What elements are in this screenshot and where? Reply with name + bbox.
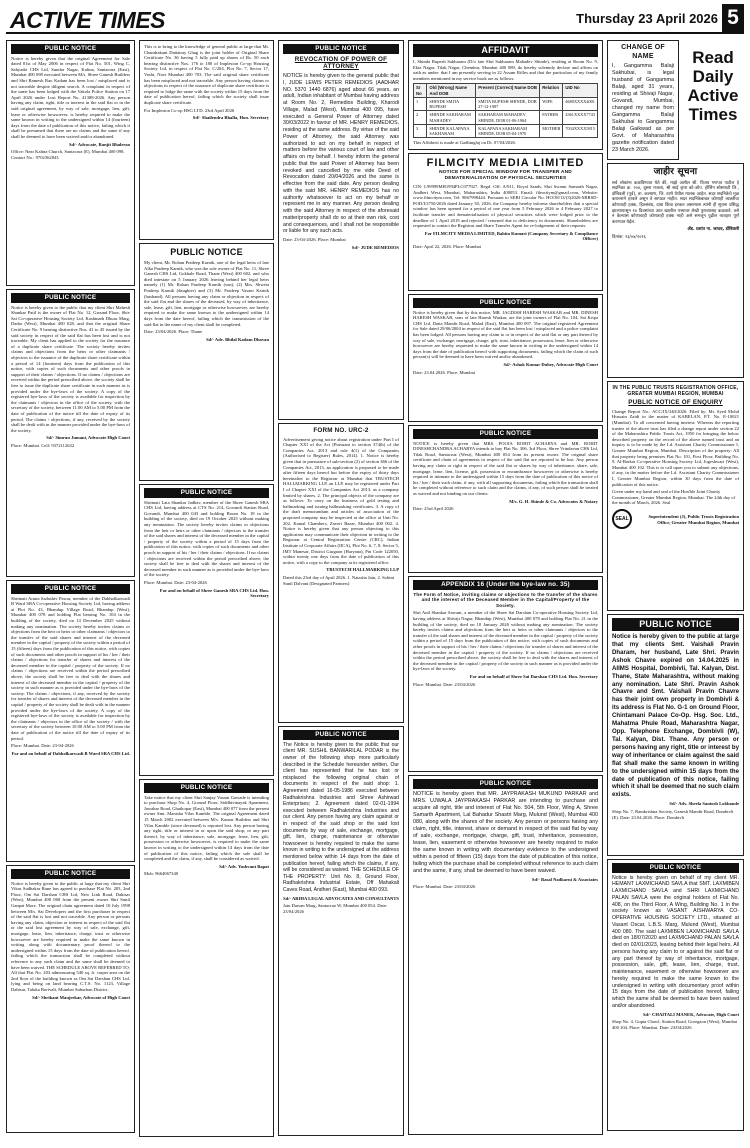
notice-meta: दिनांक: २३/०४/२०२६ [612, 234, 646, 240]
notice-body: The Notice is hereby given to the public that our client MR. SUSHIL BANWARILAL PODAR is the owner of the following shop more particularly described in the Schedule hereunder written. Our client has represented that he has lost or misplaced the following original chain of documents in respect of the said shop: 1. Agreement dated 16-05-1986 executed between Radhakrishna Industries and Shree Ashirwad Enterprises; 2. Agreement dated 02-01-1994 executed between Radhakrishna Industries and our client. Any person having any claim against or in respect of the said shop or the said lost documents by way of sale, exchange, mortgage, gift, lien, charge, maintenance or otherwise howsoever is hereby required to make the same known in writing to the undersigned at the address mentioned below within 14 days from the date of publication hereof, failing which the claims, if any, will be considered as waived. THE SCHEDULE OF THE PROPERTY: Unit No. 8, Ground Floor, Radhakrishna Industrial Estate, Off Mahakali Caves Road, Andheri (East), Mumbai 400 093. [283, 741, 399, 894]
table-cell: MOTHER [540, 124, 563, 137]
table-row [414, 111, 598, 124]
table-header: UID No [563, 84, 598, 97]
notice-signature: Sd/- Shailendra Bhalla, Hon. Secretary [192, 115, 269, 121]
table-row [414, 97, 598, 110]
table-cell: SMITA RUPESH SHINDE, DOB 27-12-1987 [476, 97, 540, 110]
table-cell: 2 [414, 111, 427, 124]
notice-c3n3 [278, 726, 404, 1136]
notice-c1n2 [6, 289, 135, 577]
notice-signature: Sd/- Rasal Nadkarni & Associates [531, 876, 598, 882]
notice-meta: Shop No. 7, Ramkrishna Society, Ganesh Mandir Road, Dombivli (E). Date: 23.04.2026. Place: Dombivli [612, 808, 734, 820]
newspaper-title: ACTIVE TIMES [10, 7, 166, 33]
notice-heading: PUBLIC NOTICE [612, 618, 739, 631]
notice-body: NOTICE is hereby given that MRS. POOJA ROHIT ACHARYA and MR. ROHIT DINESHCHANDRA ACHARYA intends to buy Flat No. 306, 3rd Floor, Shree Vrindavan CHS Ltd, Tilak Road, Santacruz (West), Mumbai 400 054 from its present owner. The original share certificate and chain of agreements in respect of the said flat are reported to be lost. Any person having any claim or right in respect of the said flat or shares by way of inheritance, share, sale, mortgage, lease, lien, license, gift, possession or encumbrance howsoever or otherwise is hereby required to intimate to the undersigned within 15 days from the date of publication of this notice of his / her / their such claim, if any, with all supporting documents, failing which the transaction shall be completed without reference to such claim and the claims, if any, of such person shall be treated as waived and not binding on our clients. [413, 440, 598, 497]
notice-meta: Given under my hand and seal of the Hon'ble Joint Charity Commissioner, Greater Mumbai Region, Mumbai. The 24th day of the month of March, 2026. Seal [612, 489, 736, 506]
notice-meta: Place: Mumbai. Date: 23-04-2026 [11, 743, 74, 749]
issue-date: Thursday 23 April 2026 [576, 11, 718, 26]
table-cell: WIFE [540, 97, 563, 110]
notice-heading: PUBLIC NOTICE [144, 488, 269, 498]
column-1 [6, 40, 135, 1140]
promo-line: Active [687, 86, 739, 106]
table-cell: 4680XXXX4001 [563, 97, 598, 110]
change-of-name-notice [607, 40, 679, 160]
notice-signature: ॲड. प्रशांत ना. जाधव, डोंबिवली [687, 227, 739, 233]
notice-body: Notice is hereby given to the public that my client Shri Mahesh Shankar Patil is the owner of Flat No. 12, Ground Floor, Shiv Sai Co-operative Housing Society Ltd, Kashinath Dhuru Marg, Dadar (West), Mumbai 400 028, and that the original Share Certificate No. 9 bearing distinctive Nos. 41 to 45 issued by the said society in respect of the said flat has been lost and is not traceable. My client has applied to the society for the issuance of a duplicate share certificate. The society hereby invites claims and objections from the heirs or other claimants / objectors to the issuance of the duplicate share certificate within a period of 14 (fourteen) days from the publication of this notice, with copies of such documents and other proofs in support of their claims / objections. If no claims / objections are received within the period prescribed above, the society shall be free to issue the duplicate share certificate in such manner as is provided under the bye-laws of the society. A copy of the registered bye-laws of the society is available for inspection by the claimants / objectors in the office of the society, with the secretary of the society, between 11.00 AM to 5.00 PM from the date of publication of the notice till the date of expiry of its period. The claims / objections, if any, received by the society shall be dealt with in the manner provided under the bye-laws of the society. [11, 304, 130, 433]
promo-line: Times [688, 105, 738, 125]
table-cell: 1 [414, 97, 427, 110]
notice-c2n4 [139, 779, 274, 1137]
notice-body: Advertisement giving notice about registration under Part I of Chapter XXI of the Act [Pursuant to section 374(b) of the Companies Act, 2013 and rule 4(1) of the Companies (Authorised to Register) Rules, 2014]. 1. Notice is hereby given that in pursuance of sub-section (2) of section 366 of the Companies Act, 2013, an application is proposed to be made after fifteen days hereof but before the expiry of thirty days hereinafter to the Registrar at Mumbai that TRUSTECH HALLMARKING LLP, an LLP, may be registered under Part I of Chapter XXI of the Companies Act 2013, as a company limited by shares. 2. The principal objects of the company are as follows: To carry on the business of gold testing and hallmarking and issuing hallmarking certificates. 3. A copy of the draft memorandum and articles of association of the proposed company may be inspected at the office at Unit No. 202, Kamal Chambers, Zaveri Bazar, Mumbai 400 002. 4. Notice is hereby given that any person objecting to this application may communicate their objection in writing to the Registrar at Central Registration Centre (CRC), Indian Institute of Corporate Affairs (IICA), Plot No. 6, 7, 8, Sector 5, IMT Manesar, District Gurgaon (Haryana), Pin Code 122050, within twenty one days from the date of publication of this notice, with a copy to the company at its registered office. [283, 436, 399, 565]
notice-signature: Sd/- Simran Jumani, Advocate High Court [46, 435, 130, 441]
notice-c1n1 [6, 40, 135, 286]
notice-signature: M/s. G. H. Shinde & Co. Advocates & Notary [509, 498, 598, 504]
notice-heading: PUBLIC NOTICE [413, 429, 598, 439]
notice-heading: AFFIDAVIT [413, 44, 598, 57]
notice-heading: PUBLIC NOTICE [170, 247, 243, 257]
masthead [6, 4, 744, 34]
notice-body: Shrimati Aruna Sadashiv Pawar, member of the Dabholkarwadi B Ward SRA Co-operative Housing Society Ltd, having address at Plot No. 43, Bhandup Village Road, Bhandup (West), Mumbai 400 078 and holding Flat bearing No. 104 in the building of the society, died on 14 December 2025 without making any nomination. The society hereby invites claims or objections from the heir or heirs or other claimants / objectors to the transfer of the said shares and interest of the deceased member in the capital / property of the society within a period of 15 (fifteen) days from the publication of this notice, with copies of such documents and other proofs in support of his / her / their claims / objections for transfer of shares and interest of the deceased member in the capital / property of the society. If no claims / objections are received within the period prescribed above, the society shall be free to deal with the shares and interest of the deceased member in the capital / property of the society in such manner as is provided under the bye-laws of the society. The claims / objections, if any, received by the society for transfer of shares and interest of the deceased member in the capital / property of the society shall be dealt with in the manner provided under the bye-laws of the society. A copy of the registered bye-laws of the society is available for inspection by the claimants / objectors in the office of the society / with the secretary of the society between 10.00 AM to 5.00 PM from the date of publication of the notice till the date of expiry of its period. [11, 595, 130, 741]
notice-signature: For and on behalf of Shree Sai Darshan CHS Ltd. Hon. Secretary [469, 673, 598, 679]
table-cell: SAKHARAM MAHADEV SHINDE, DOB 01-06-1964 [476, 111, 540, 124]
promo-line: Daily [692, 67, 734, 87]
notice-meta: Place: Mumbai. Date: 23-04-2026 [144, 579, 207, 585]
notice-c2n2 [139, 243, 274, 481]
notice-signature: Sd/- Adv. Yashvant Bapat [219, 863, 269, 869]
notice-big [607, 614, 744, 856]
notice-meta: Date: April 22, 2026. Place: Mumbai [413, 244, 482, 250]
notice-body: My client, Mr. Rohan Pradeep Karnik, one of the legal heirs of late Alka Pradeep Karnik, who was the sole owner of Flat No. 11, Shree Ganesh CHS Ltd, Gokhale Road, Thane (West) 400 602, and who died intestate on 5 January 2026 leaving behind her legal heirs namely (1) Mr. Rohan Pradeep Karnik (son), (2) Mrs. Shweta Pradeep Karnik (daughter) and (3) Mr. Pradeep Vasant Karnik (husband). All persons having any claim or objection in respect of the said flat and the shares of the deceased, by way of inheritance, sale, lease, gift, lien, mortgage or otherwise howsoever, are hereby required to make the same known to the undersigned within 14 days from the date hereof, failing which the transmission of the said flat in the name of my client shall be completed. [144, 259, 269, 327]
table-row [414, 124, 598, 137]
table-cell: SHINDE SMITA RUPESH [427, 97, 476, 110]
notice-heading: PUBLIC NOTICE [144, 783, 269, 793]
table-header: Sr No [414, 84, 427, 97]
marathi-notice [607, 163, 744, 378]
notice-c3n1 [278, 40, 404, 420]
notice-body: Notice is hereby given to the public at large that my clients Smt. Vaishali Pravin Dharam, her husband, Late Shri. Pravin Ashok Chavre expired on 14.04.2025 in AIIMS Hospital, Dombivli, Tal. Kalyan, Dist. Thane, State Maharashtra, without making any nomination. Late Shri. Pravin Ashok Chavre and Smt. Vaishali Pravin Chavre has their joint own property in Dombivli & its address is Flat No. G-1 on Ground Floor, Chintamani Palace Co-Op. Hsg. Soc. Ltd., Mahatma Phule Road, Maharashtra Nagar, Opp. Telephone Exchange, Dombivli (W), Tal. Kalyan, Dist. Thane. Any person or persons having any right, title or interest by way of inheritance or claim against the said flat shall make the same known in writing to the undersigned within 15 days from the date of publication of this notice, failing which it shall be deemed that no such claim exists. [612, 632, 739, 799]
notice-body: NOTICE is hereby given that MR. JAYPRAKASH MUKUND PARKAR and MRS. UJWALA JAYPRAKASH PARKAR are intending to purchase and acquire all right, title and interest of Flat No. 504, 5th Floor, Wing A, Shree Samarth Apartment, Lal Bahadur Shastri Marg, Mulund (West), Mumbai 400 080, along with the shares of the society. Any person or persons having any claim, right, title, interest, share or demand in respect of the said flat by way of sale, exchange, mortgage, charge, gift, trust, inheritance, possession, lease, lien, easement or otherwise howsoever are hereby required to make the same known in writing with documentary evidence to the undersigned within a period of fifteen (15) days from the date of publication of this notice, failing which the purchase shall be completed without reference to such claim and the same, if any, shall be deemed to have been waived. [413, 790, 598, 874]
notice-meta: Date: 23/04/2026. Place: Thane [144, 329, 203, 335]
notice-body: Notice is hereby given on behalf of my client MR. HEMANT LAXMICHAND SAVLA that SMT. LAXMIBEN LAXMICHAND SAVLA and SHRI LAXMICHAND PALAN SAVLA were the original holders of Flat No. 408, on the Third Floor, A Wing, Building No. 1 in the society known as VASANT AISHWARYA CO-OPERATIVE HOUSING SOCIETY LTD., situated at Vasant Oscar, L.B.S. Marg, Mulund (West), Mumbai 400 080. The said LAXMIBEN LAXMICHAND SAVLA died on 18/07/2020 and LAXMICHAND PALAN SAVLA died on 02/01/2023, leaving behind their legal heirs. All persons having any claim to or against the said flat or any part thereof by way of inheritance, mortgage, possession, sale, gift, lease, lien, charge, trust, maintenance, easement or otherwise howsoever are hereby required to make the same known to the undersigned in writing with documentary proof within 15 days from the date of publication hereof, failing which the same shall be deemed to have been waived and/or abandoned. [612, 874, 739, 1009]
notice-meta: Dated this 23rd day of April 2026. 1. Natasha Jain, 2. Sohini Sunil Dalvani (Designated Partners) [283, 574, 395, 586]
notice-c4n1 [408, 40, 603, 150]
notice-last [607, 859, 744, 1131]
notice-body: Change Report No.: ACC/IX/340/2026. Filed by: Mr. Syed Mohd Hussain Zaidi in the matter of KABELAN, P.T. No. E-10021 (Mumbai). To all concerned having interest: Whereas the reporting trustee of the above trust has filed a change report under section 22 of the Maharashtra Public Trusts Act, 1950 for bringing the below described property on the record of the above named trust and an inquiry is to be made by the Ld. Assistant Charity Commissioner I, Greater Mumbai Region, Mumbai. Description of the property: All that property being premises Flat No. 101, First Floor, Building No. 9, Al-Barkat Co-operative Housing Society Ltd, Jogeshwari (West), Mumbai 400 102. This is to call upon you to submit any objections, if any, in the matter before the Ld. Assistant Charity Commissioner I, Greater Mumbai Region, within 30 days from the date of publication of this notice. [612, 408, 739, 487]
notice-subheading: REVOCATION OF POWER OF ATTORNEY [294, 55, 388, 71]
notice-signature: Sd/- Ashok Kumar Dubey, Advocate High Court [503, 362, 598, 368]
notice-meta: Shop No. 4, Gupta Chawl, Station Road, Goregaon (West), Mumbai 400 104. Place: Mumbai. Date: 23/04/2026 [612, 1019, 738, 1030]
notice-heading: IN THE PUBLIC TRUSTS REGISTRATION OFFICE, GREATER MUMBAI REGION, MUMBAI [612, 385, 739, 398]
notice-meta: Place: Mumbai. Date: 23/04/2026 [413, 681, 476, 687]
notice-body: This is to bring to the knowledge of general public at large that Mr. Chandrakant Dattatray Ghag is the joint holder of Original Share Certificate No. 36 having 5 fully paid up shares of Rs. 50 each bearing distinctive Nos. 176 to 180 of Implesion Co-op Housing Society Ltd, in respect of Flat No. C/204, Plot No. 7, Sector 17, Vashi, Navi Mumbai 400 703. The said original share certificate has been misplaced and not traceable. Any person having claims or objections in respect of the issuance of duplicate share certificate is required to lodge the same with the society within 15 days from the date of publication hereof, failing which the society shall issue duplicate share certificate. [144, 44, 269, 105]
notice-heading: जाहीर सूचना [653, 167, 698, 177]
notice-heading: APPENDIX 16 (Under the bye-law no. 35) [413, 580, 598, 590]
affidavit-table [413, 83, 598, 138]
notice-c4n3 [408, 294, 603, 422]
page-number: 5 [722, 4, 744, 32]
notice-c2n3 [139, 484, 274, 776]
company-name: FILMCITY MEDIA LIMITED [426, 157, 585, 169]
notice-subheading: PUBLIC NOTICE OF ENQUIRY [628, 399, 723, 407]
column-3 [278, 40, 404, 1140]
notice-meta: For Implesion Co-op HSG LTD. 23rd April 2026 [144, 107, 235, 113]
notice-c4n6 [408, 775, 603, 1135]
notice-body: CIN: L99999MH1994PLC077927. Regd. Off: A/911, Royal Sands, Shri Swami Samarth Nagar, Andheri West, Mumbai, Maharashtra, India 400053. Email: filmcitym@gmail.com, Website: www.filmcitym.com, Tel: 9867998444. Pursuant to SEBI Circular No. HO/38/13/(3)2026-MIRSD-POD/I/3750/2026 dated January 30, 2026, the Company hereby informs shareholders that a special window has been opened for a period of one year from 5 February 2026 to 4 February 2027 to facilitate transfer and dematerialisation of physical securities which were lodged prior to the deadline of 1 April 2019 and rejected / returned due to deficiency in documents. Shareholders are requested to contact the Registrar and Share Transfer Agent for re-lodgement of their requests. [413, 184, 598, 229]
notice-body: Notice is hereby given that by this notice, MR. JAGDISH HARESH WASKAR and MR. DINESH HARESH WASKAR, sons of late Haresh Waskar, are the joint owners of Flat No. 104, Sai Kripa CHS Ltd, Datta Mandir Road, Malad (East), Mumbai 400 097. The original registered Agreement for Sale dated 29/06/2004 in respect of the said flat has been lost / misplaced and a police complaint has been lodged. All persons having any claim to or in respect of the said flat or any part thereof by way of sale, exchange, mortgage, charge, gift, trust, inheritance, possession, lease, lien or otherwise howsoever are hereby requested to make the same known in writing to the undersigned within 14 days from the date of publication hereof with supporting documents, failing which the claim of such person(s) will be deemed to have been waived and/or abandoned. [413, 309, 598, 360]
notice-signature: Superintendent (J), Public Trusts Registration Office, Greater Mumbai Region, Mumbai [648, 514, 739, 525]
trust-enquiry-notice [607, 381, 744, 611]
notice-c4n4 [408, 425, 603, 573]
notice-signature: Sd/- Adv. Bhilal Kadam Dhavan [206, 336, 269, 342]
notice-signature: Sd/- CHAITALI MANEK, Advocate, High Court [642, 1011, 739, 1017]
column-5 [607, 40, 744, 1140]
notice-heading: PUBLIC NOTICE [612, 863, 739, 873]
notice-c2n1 [139, 40, 274, 240]
notice-signature: Sd/- Shrikant Manjrekar, Advocate of High Court [32, 994, 130, 1000]
notice-body: Take notice that my client Shri Sanjay Vasant Gawade is intending to purchase Shop No. 4, Ground Floor, Siddhivinayak Apartment, Jawahar Road, Ghatkopar (East), Mumbai 400 077 from the present owner Smt. Manisha Vilas Kamble. The original Agreement dated 15 March 2002 executed between M/s. Kumar Builders and Shri Vilas Kamble (since deceased) is reported lost. Any person having any right, title or interest in or upon the said shop, or any part thereof, by way of inheritance, sale, mortgage, lease, lien, gift, possession or otherwise howsoever, is required to make the same known in writing to the undersigned within 14 days from the date of publication of this notice, failing which the sale shall be completed and the claim, if any, shall be considered as waived. [144, 794, 269, 862]
notice-signature: Sd/- ARIHA LEGAL ADVOCATES AND CONSULTANTS [283, 895, 399, 901]
notice-meta: Place: Mumbai. Date: 23/04/2026 [413, 884, 476, 890]
table-header: Present (Correct) Name DOB [476, 84, 540, 97]
notice-subheading: The Form of Notice, inviting claims or objections to the transfer of the shares and the interest of the Deceased Member in the Capital/Property of the Society. [413, 591, 598, 608]
notice-meta: Date: 23-04-2026. Place: Mumbai [283, 237, 346, 243]
seal-icon: SEAL [612, 509, 632, 529]
notice-signature: For and on behalf of Shree Ganesh SRA CHS Ltd. Hon. Secretary [159, 587, 269, 599]
read-daily-promo [682, 40, 744, 160]
notice-heading: FORM NO. URC-2 [313, 427, 369, 434]
notice-body: Notice is hereby given that the original Agreement for Sale dated 01st of May 2006 in respect of Flat No. 501, Wing C, Sahyadri CHS Ltd, Sundar Nagar, Kalina, Santacruz (East), Mumbai 400 098 executed between M/s. Shree Ganesh Builders and Shri Ramesh Rao Kadam has been lost / misplaced and is not traceable despite diligent search. A complaint in respect of the same has been lodged with the Vakola Police Station on 17 April 2026 under Lost Report No. 41388-2026. Any person having any claim, right, title or interest in the said flat or in the said original agreement, by way of sale, mortgage, lien, gift, lease or otherwise howsoever, is hereby required to make the same known in writing to the undersigned within 14 (fourteen) days from the date of publication of this notice, failing which it shall be presumed that there are no claims and the same if any shall be deemed to have been waived and/or abandoned. [11, 55, 130, 139]
notice-body: Shri Anil Shankar Sawant, a member of the Shree Sai Darshan Co-operative Housing Society Ltd, having address at Shivaji Nagar, Bhandup (West), Mumbai 400 078 and holding Flat No. 21 in the building of the society, died on 10 January 2026 without making any nomination. The society hereby invites claims and objections from the heir or heirs or other claimants / objectors to the transfer of the said shares and interest of the deceased member in the capital / property of the society within a period of 15 days from the publication of this notice, with copies of such documents and other proofs in support of his / her / their claims / objections for transfer of shares and interest of the deceased member in the capital / property of the society. If no claims / objections are received within the period prescribed above, the society shall be free to deal with the shares and interest of the deceased member in the capital / property of the society in such manner as is provided under the bye-laws of the society. [413, 610, 598, 672]
notice-meta: Mob: 9664067340 [144, 871, 179, 877]
notice-meta: This Affidavit is made at Gadhinglaj on Dt. 07/04/2026. [413, 140, 517, 146]
notice-meta: Place: Mumbai. Cell: 9372112632 [11, 442, 75, 448]
notice-signature: For and on behalf of Dabholkarwadi B Ward SRA CHS Ltd. [11, 750, 130, 756]
table-cell: KALAPANA SAKHARAM SHINDE, DOB 05-04-1970 [476, 124, 540, 137]
notice-c1n4 [6, 865, 135, 1133]
table-cell: SHINDE KALAPANA SAKHARAM [427, 124, 476, 137]
notice-meta: Date: 23rd April 2026 [413, 506, 454, 512]
table-cell: SHINDE SAKHARAM MAHADEV [427, 111, 476, 124]
notice-body: I, Gangamma Balaji Sakhubai, is legal husband of Gangamma Balaji, aged 31 years, residing at Shivaji Nagar, Govandi, Mumbai, changed my name from Gangamma Balaji Sakhubai to Gangamma Balaji Gaikwad as per Govt. of Maharashtra gazette notification dated 23 March 2026. [612, 63, 674, 154]
notice-heading: PUBLIC NOTICE [283, 44, 399, 54]
notice-signature: Sd/- Adv. Sheela Santosh Lokhande [669, 801, 739, 807]
notice-heading: PUBLIC NOTICE [11, 44, 130, 54]
notice-heading: CHANGE OF NAME [621, 44, 665, 60]
notice-body: Notice is hereby given to the public at large that my client Shri Vikas Sudhakar Rane has agreed to purchase Flat No. 203, 2nd Floor, Om Sai Darshan CHS Ltd, New Link Road, Dahisar (West), Mumbai 400 068 from the present owner Shri Sunil Ganpat More. The original chain agreement dated 10 July 1998 between M/s. Sai Developers and the first purchaser in respect of the said flat is lost and not traceable. Any person or persons having any claim, objection or interest in respect of the said flat or the said lost agreement by way of sale, exchange, gift, mortgage, lease, lien, inheritance, charge, trust or otherwise howsoever are hereby required to make the same known in writing along with documentary proof thereof to the undersigned within 15 days from the date of publication hereof, failing which the transaction shall be completed without reference to any such claim and the same shall be deemed to have been waived. THE SCHEDULE ABOVE REFERRED TO: All that Flat No. 203 admeasuring 540 sq. ft. carpet area on the 2nd floor of the building known as Om Sai Darshan CHS Ltd, lying and being on land bearing C.T.S. No. 1123, Village Dahisar, Taluka Borivali, Mumbai Suburban District. [11, 880, 130, 992]
column-4 [408, 40, 603, 1140]
table-header: Old (Wrong) Name And DOB [427, 84, 476, 97]
notice-c4n2 [408, 153, 603, 291]
notice-meta: Date: 23.04.2026. Place: Mumbai [413, 369, 476, 375]
notice-heading: PUBLIC NOTICE [11, 293, 130, 303]
notice-c1n3 [6, 580, 135, 862]
table-cell: 3 [414, 124, 427, 137]
notice-meta: Office: Near Kalina Church, Santacruz (E), Mumbai 400 098. Contact No.: 9702362843 [11, 149, 125, 160]
notice-signature: For FILMCITY MEDIA LIMITED, Babita Kumari (Company Secretary & Compliance Officer) [424, 230, 598, 242]
table-cell: 7034XXXX5815 [563, 124, 598, 137]
notice-signature: Sd/- Advocate, Ranjit Bhalerao [69, 141, 130, 147]
notice-heading: PUBLIC NOTICE [413, 298, 598, 308]
promo-line: Read [692, 48, 734, 67]
notice-c4n5 [408, 576, 603, 772]
notice-heading: PUBLIC NOTICE [413, 779, 598, 789]
notice-heading: PUBLIC NOTICE [283, 730, 399, 740]
notice-subheading: NOTICE FOR SPECIAL WINDOW FOR TRANSFER AND DEMATERIALISATION OF PHYSICAL SECURITIES [439, 170, 572, 182]
notice-heading: PUBLIC NOTICE [11, 869, 130, 879]
table-cell: 4361XXXX7743 [563, 111, 598, 124]
notice-body: सर्व लोकांना कळविण्यात येते की, माझे अशील श्री. विजय गणपत पाटील हे सदनिका क्र. २०४, दुसरा मजला, श्री साई कृपा को-ऑप. हौसिंग सोसायटी लि., डोंबिवली (पूर्व), ता. कल्याण, जि. ठाणे येथील मालक आहेत. सदर सदनिकेचे मूळ करारनामे हरवले असून ते सापडत नाहीत. सदर सदनिकेबाबत कोणाही व्यक्तीचा कोणताही हक्क, हितसंबंध, दावा किंवा हरकत असल्यास त्यांनी ही सूचना प्रसिद्ध झाल्यापासून १४ दिवसांच्या आत खालील पत्त्यावर लेखी पुराव्यासह कळवावे. तसे न केल्यास कोणाचाही कोणताही हक्क नाही असे समजून पुढील व्यवहार पूर्ण करण्यात येईल. [612, 180, 739, 225]
notice-body: I, Shinda Rupesh Sakharam (D/o late Shri Sakharam Mahadev Shinde), residing at Room No. 9, Ekta Nagar, Tilak Nagar, Chembur, Mumbai 400 089, do hereby solemnly declare and affirm on oath as under: that I am presently serving in 22 Assam Rifles and that the particulars of my family members mentioned in my service book are as follows: [413, 58, 598, 81]
notice-signature: Sd/- JUDE REMEDIOS [351, 244, 399, 250]
notice-body: NOTICE is hereby given to the general public that I, JUDE LEWIS PETER REMEDIOS (AADHAR NO. 5370 1440 6876) aged about 66 years, an adult, Indian inhabitant of Mumbai having address at Room No. 2, Remedios Building, Kharodi Village, Malad (West), Mumbai 400 095, have executed a General Power of Attorney dated 30/03/2022 in favour of MR. HENRY REMEDIOS, residing at the same address. By virtue of the said Power of Attorney, the said Attorney was authorized to act on my behalf in respect of matters before the various court of law and other affairs on my behalf. I hereby inform the general public that the said Power of Attorney has been revoked and cancelled by me vide Deed of Revocation dated 20/04/2026 and the same is effective from the said date. Any person dealing with the said MR. HENRY REMEDIOS has no authority whatsoever to act on my behalf or represent me in any manner. Any person dealing with the said Attorney in respect of the aforesaid matter/property shall do so at their own risk, cost and consequences, and I shall not be responsible or liable for any such acts. [283, 73, 399, 235]
table-cell: FATHER [540, 111, 563, 124]
notice-heading: PUBLIC NOTICE [11, 584, 130, 594]
table-header: Relation [540, 84, 563, 97]
notice-signature: TRUSTECH HALLMARKING LLP [326, 567, 399, 573]
notice-meta: Jain Darsan Marg, Santacruz W, Mumbai 400 054. Date: 23/04/2026 [283, 903, 388, 914]
column-2 [139, 40, 274, 1140]
notice-body: Shrimati Lata Shankar Jadhav, member of the Shree Ganesh SRA CHS Ltd, having address at CTS No. 214, Govandi Station Road, Govandi, Mumbai 400 043 and holding Room No. 18 in the building of the society, died on 19 October 2025 without making any nomination. The society hereby invites claims or objections from the heir or heirs or other claimants / objectors to the transfer of the said shares and interest of the deceased member in the capital / property of the society within a period of 15 days from the publication of this notice, with copies of such documents and other proofs in support of his / her / their claims / objections. If no claims / objections are received within the period prescribed above, the society shall be free to deal with the shares and interest of the deceased member in such manner as is provided under the bye-laws of the society. [144, 499, 269, 578]
notice-c3n2 [278, 423, 404, 723]
